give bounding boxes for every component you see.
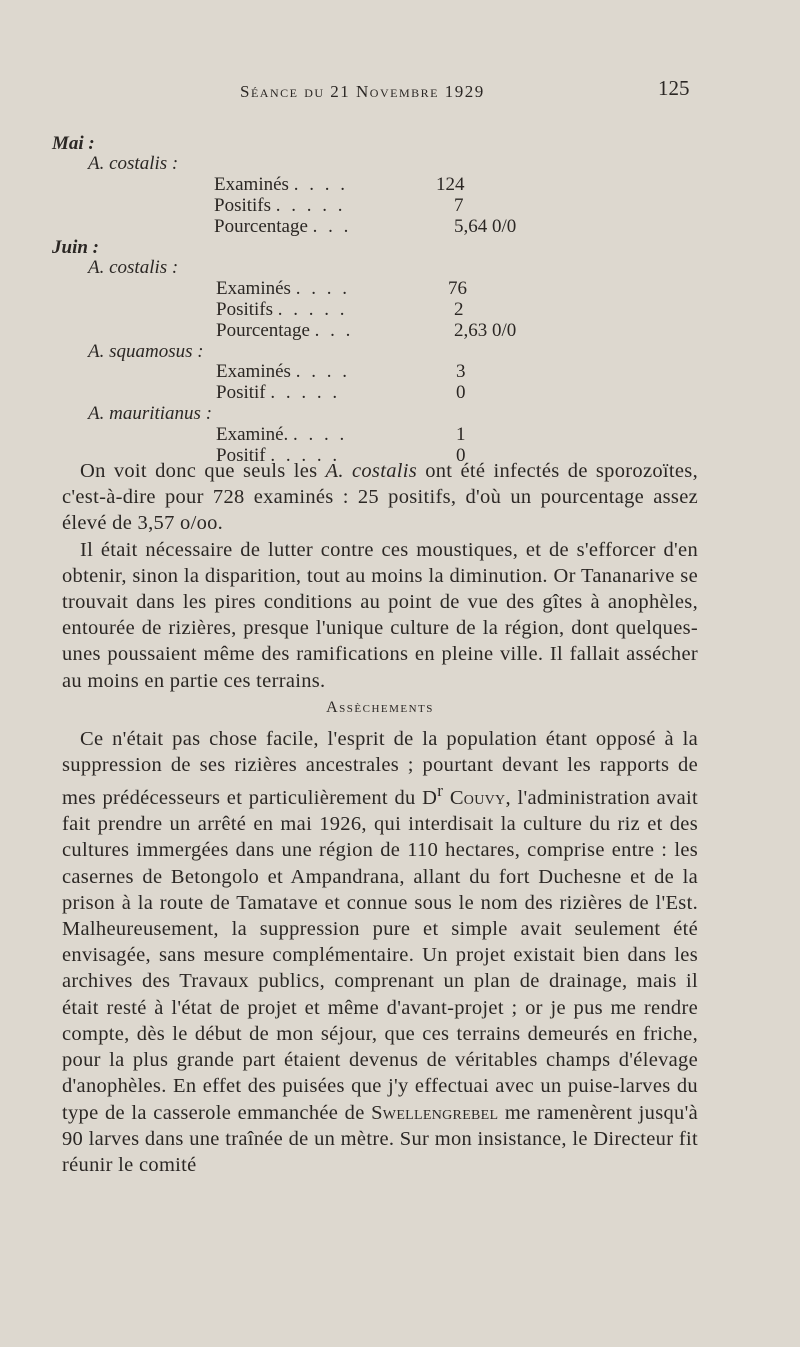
species-label: A. mauritianus : (88, 403, 213, 424)
author-name: Swellengrebel (371, 1101, 499, 1124)
table-row (216, 299, 406, 321)
paragraph (62, 726, 698, 1178)
row-value: 0 (456, 382, 466, 403)
row-label: Examinés (216, 278, 291, 299)
row-value: 2,63 0/0 (454, 320, 517, 341)
leader-dots: . . . . . (275, 195, 346, 216)
species-label: A. squamosus : (88, 341, 204, 362)
row-label: Examinés (216, 361, 291, 382)
row-value: 3 (456, 361, 466, 382)
row-value: 7 (454, 195, 464, 216)
row-label: Examiné. (216, 424, 289, 445)
page-header (0, 76, 800, 106)
leader-dots: . . . (314, 320, 354, 341)
paragraph: Il était nécessaire de lutter contre ces moustiques, et de s'efforcer d'en obtenir, sinon la disparition, tout au moins la diminution. Or Tananarive se trouvait dans les pires conditions au point de vue des gîtes à anophèles, entourée de rizières, presque l'unique culture de la région, dont quelques-unes poussaient même des ramifications en pleine ville. Il fallait assécher au moins en partie ces terrains. (62, 538, 698, 692)
row-value: 0 (456, 445, 466, 466)
species-name: A. costalis (325, 460, 418, 482)
species-label: A. costalis : (88, 153, 179, 174)
leader-dots: . . . . (293, 424, 348, 445)
text-run: Ce n'était pas chose facile, l'esprit de la population étant opposé à la suppression de ses rizières ancestrales ; pourtant devant les rapports de mes prédécesseurs et particulièrement du D (62, 727, 698, 810)
row-label: Positifs (216, 299, 274, 320)
row-value: 1 (456, 424, 466, 445)
table-row (216, 382, 406, 404)
author-name: Couvy (449, 787, 506, 810)
table-row (214, 216, 404, 238)
leader-dots: . . . . . (270, 382, 341, 403)
table-row (214, 174, 404, 196)
table-row (216, 278, 406, 300)
running-title: Séance du 21 Novembre 1929 (240, 82, 485, 101)
paragraph (62, 458, 698, 537)
leader-dots: . . . . . (277, 299, 348, 320)
leader-dots: . . . . (295, 278, 350, 299)
text-run: me ramenèrent jusqu'à 90 larves dans une traînée de un mètre. Sur mon insistance, le Directeur fit réunir le comité (62, 1101, 698, 1176)
text-run: On voit donc que seuls les (80, 460, 326, 482)
row-value: 76 (448, 278, 467, 299)
leader-dots: . . . . (293, 174, 348, 195)
body-text (62, 458, 698, 1178)
table-row (216, 361, 406, 383)
row-label: Positif (216, 382, 266, 403)
table-row (216, 320, 406, 342)
page-number: 125 (658, 76, 690, 100)
text-run: ont été infectés de sporozoïtes, c'est-à-dire pour 728 examinés : 25 positifs, d'où un pourcentage assez élevé de 3,57 o/oo. (62, 460, 698, 535)
row-value: 2 (454, 299, 464, 320)
row-label: Pourcentage (216, 320, 310, 341)
section-title: Assèchements (326, 698, 434, 716)
text-run: , l'administration avait fait prendre un arrêté en mai 1926, qui interdisait la culture du riz et des cultures immergées dans une région de 110 hectares, comprise entre : les casernes de Betongolo et Ampandrana, allant du fort Duchesne et de la prison à la route de Tamatave et connue sous le nom des rizières de l'Est. Malheureusement, la suppression pure et simple avait seulement été envisagée, sans mesure complémentaire. Un projet existait bien dans les archives des Travaux publics, comprenant un plan de drainage, mais il était resté à l'état de projet et même d'avant-projet ; or je pus me rendre compte, dès le début de mon séjour, que ces terrains demeurés en friche, pour la plus grande part étaient devenus de véritables champs d'élevage d'anophèles. En effet des puisées que j'y effectuai avec un puise-larves du type de la casserole emmanchée de (62, 787, 698, 1124)
species-label: A. costalis : (88, 257, 179, 278)
row-value: 124 (436, 174, 465, 195)
row-value: 5,64 0/0 (454, 216, 517, 237)
month-label-juin: Juin : (52, 237, 99, 258)
leader-dots: . . . (312, 216, 352, 237)
row-label: Pourcentage (214, 216, 308, 237)
month-label-mai: Mai : (52, 133, 95, 154)
table-row (216, 424, 406, 446)
superscript: r (437, 781, 444, 801)
leader-dots: . . . . (295, 361, 350, 382)
row-label: Positifs (214, 195, 272, 216)
table-row (214, 195, 404, 217)
row-label: Examinés (214, 174, 289, 195)
leader-dots: . . . . . (270, 445, 341, 466)
row-label: Positif (216, 445, 266, 466)
